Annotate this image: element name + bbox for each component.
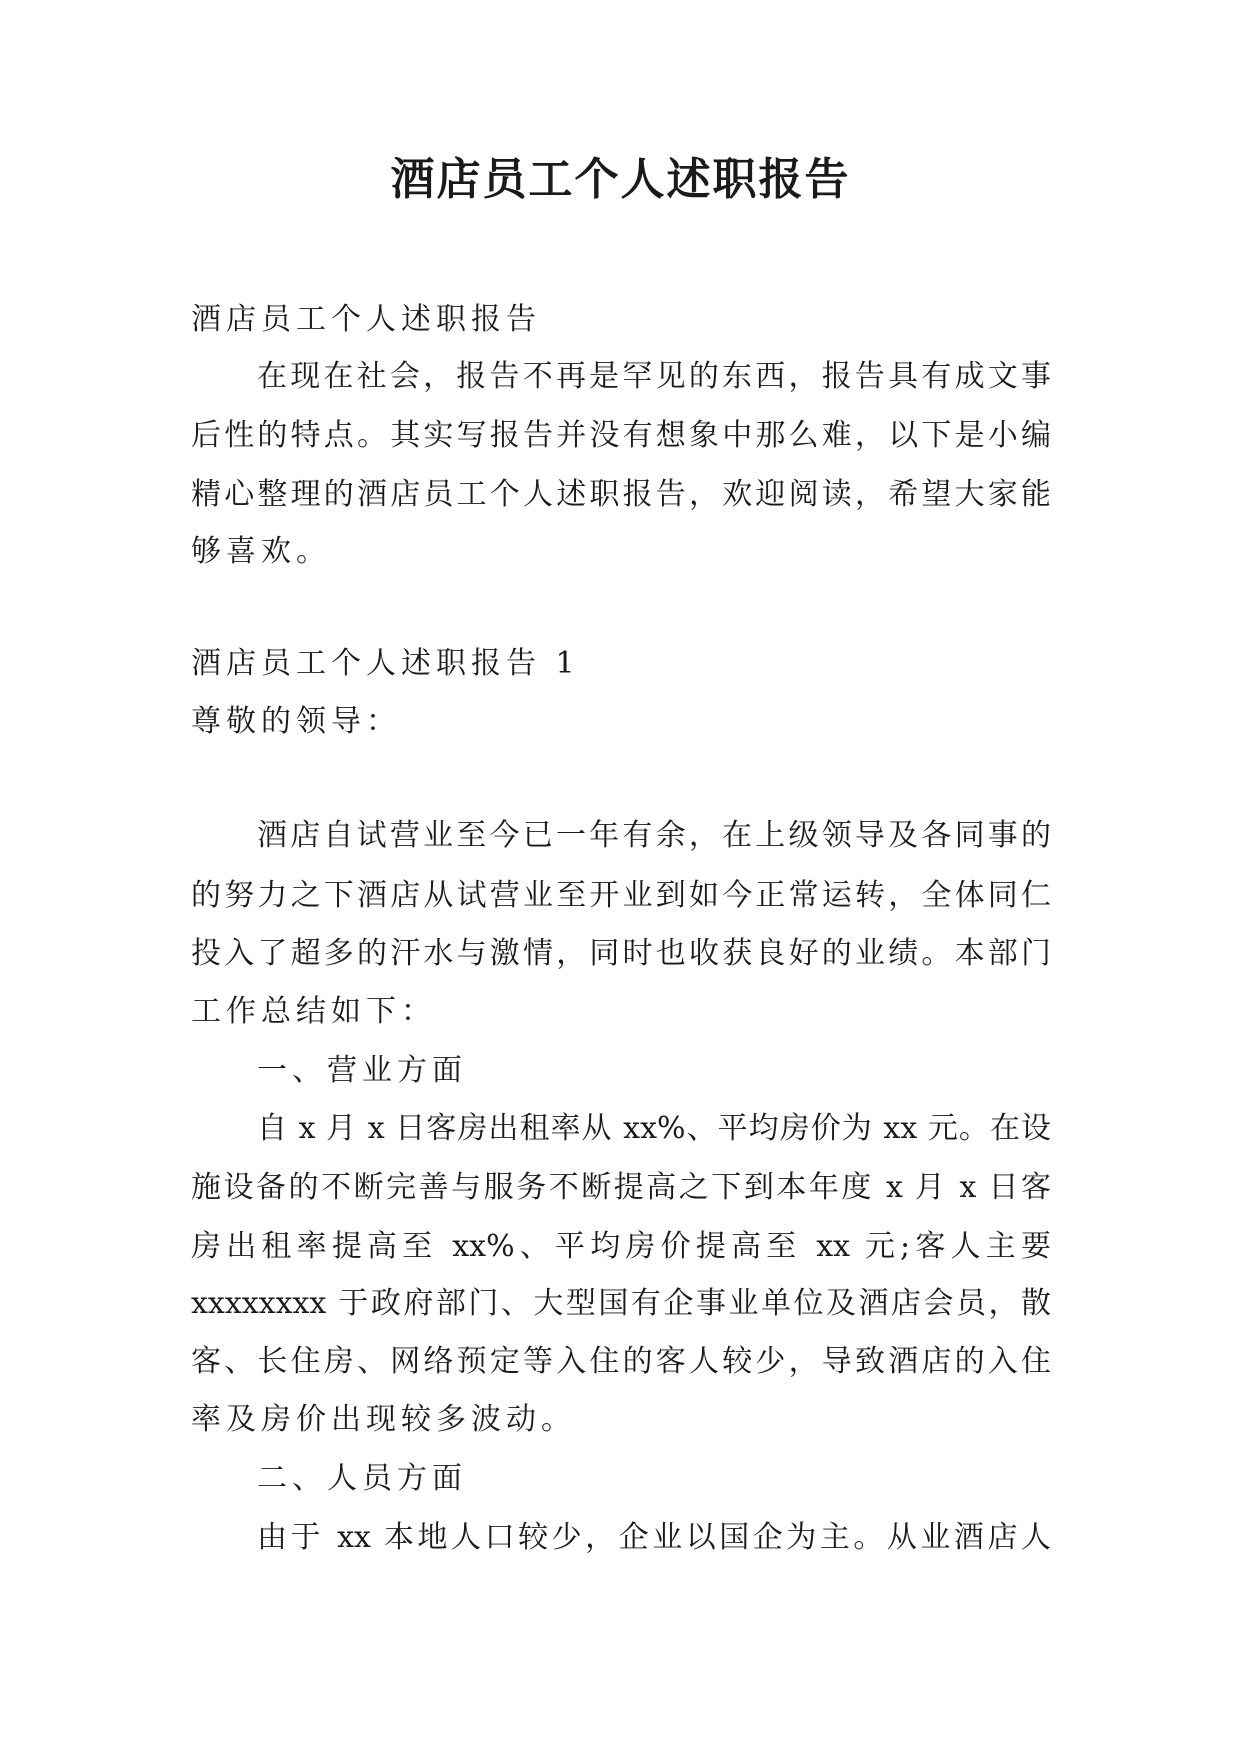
paragraph-line: 在现在社会，报告不再是罕见的东西，报告具有成文事: [257, 359, 1051, 394]
paragraph-line: 率及房价出现较多波动。: [191, 1402, 576, 1437]
paragraph-line: 后性的特点。其实写报告并没有想象中那么难，以下是小编: [191, 418, 1051, 453]
subsection-heading: 一、营业方面: [257, 1053, 467, 1088]
paragraph-line: 精心整理的酒店员工个人述职报告，欢迎阅读，希望大家能: [191, 477, 1051, 512]
paragraph-line: 酒店自试营业至今已一年有余，在上级领导及各同事的: [257, 818, 1051, 853]
paragraph-line: 自 x 月 x 日客房出租率从 xx%、平均房价为 xx 元。在设: [257, 1111, 1051, 1146]
salutation: 尊敬的领导：: [191, 704, 401, 739]
section-heading: 酒店员工个人述职报告: [191, 302, 541, 337]
paragraph-line: 房出租率提高至 xx%、平均房价提高至 xx 元;客人主要: [191, 1229, 1051, 1264]
section-heading: 酒店员工个人述职报告 1: [191, 646, 580, 681]
document-title: 酒店员工个人述职报告: [390, 154, 851, 205]
paragraph-line: 够喜欢。: [191, 534, 331, 569]
paragraph-line: 的努力之下酒店从试营业至开业到如今正常运转，全体同仁: [191, 878, 1051, 913]
paragraph-line: 由于 xx 本地人口较少，企业以国企为主。从业酒店人: [257, 1520, 1051, 1555]
paragraph-line: 投入了超多的汗水与激情，同时也收获良好的业绩。本部门: [191, 936, 1051, 971]
paragraph-line: 客、长住房、网络预定等入住的客人较少，导致酒店的入住: [191, 1344, 1051, 1379]
paragraph-line: 施设备的不断完善与服务不断提高之下到本年度 x 月 x 日客: [191, 1170, 1051, 1205]
paragraph-line: 工作总结如下：: [191, 994, 436, 1029]
subsection-heading: 二、人员方面: [257, 1461, 467, 1496]
paragraph-line: xxxxxxxx 于政府部门、大型国有企事业单位及酒店会员，散: [191, 1286, 1051, 1321]
